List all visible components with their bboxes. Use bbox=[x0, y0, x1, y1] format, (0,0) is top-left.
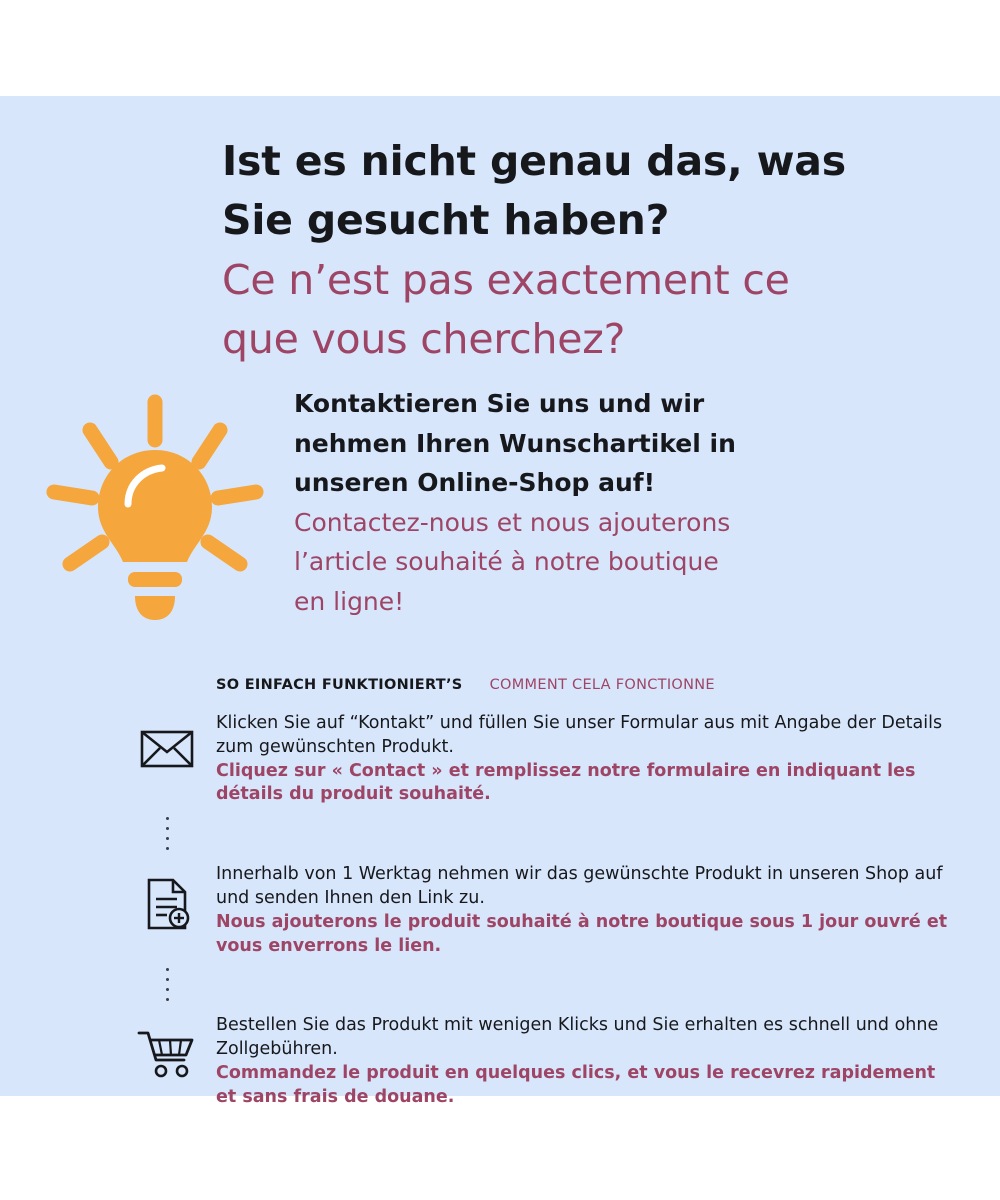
step-french-text: Commandez le produit en quelques clics, et vous le recevrez rapidement et sans frais de douane. bbox=[216, 1062, 936, 1107]
document-add-icon bbox=[118, 859, 216, 931]
step-german-text: Bestellen Sie das Produkt mit wenigen Klicks und Sie erhalten es schnell und ohne Zollgebühren. bbox=[216, 1015, 939, 1060]
subhead-french-line2: l’article souhaité à notre boutique bbox=[294, 547, 719, 576]
step-text bbox=[216, 859, 948, 958]
dotted-connector bbox=[118, 807, 216, 859]
howto-heading-german: SO EINFACH FUNKTIONIERT’S bbox=[216, 677, 463, 693]
headline-french-line1: Ce n’est pas exactement ce bbox=[222, 255, 790, 304]
step-german-text: Klicken Sie auf “Kontakt” und füllen Sie unser Formular aus mit Angabe der Details zum gewünschten Produkt. bbox=[216, 713, 943, 757]
subhead-german-line3: unseren Online-Shop auf! bbox=[294, 468, 656, 497]
shopping-cart-icon bbox=[118, 1010, 216, 1078]
step-text bbox=[216, 1010, 948, 1109]
dotted-connector bbox=[118, 958, 216, 1010]
step-german-text: Innerhalb von 1 Werktag nehmen wir das gewünschte Produkt in unseren Shop auf und senden Ihnen den Link zu. bbox=[216, 864, 943, 908]
step-text bbox=[216, 708, 948, 807]
step-french-text: Cliquez sur « Contact » et remplissez notre formulaire en indiquant les détails du produit souhaité. bbox=[216, 760, 916, 805]
subhead-block bbox=[294, 384, 934, 621]
subhead-french-line3: en ligne! bbox=[294, 586, 405, 616]
step-french-text: Nous ajouterons le produit souhaité à notre boutique sous 1 jour ouvré et vous enverrons le lien. bbox=[216, 911, 948, 956]
headline-german-line2: Sie gesucht haben? bbox=[222, 196, 670, 245]
step-divider-1 bbox=[118, 807, 948, 859]
list-item bbox=[118, 1010, 948, 1109]
promo-banner bbox=[0, 96, 1000, 1107]
list-item bbox=[118, 708, 948, 807]
subhead-german-line1: Kontaktieren Sie uns und wir bbox=[294, 389, 705, 418]
step-divider-2 bbox=[118, 958, 948, 1010]
subhead-french-line1: Contactez-nous et nous ajouterons bbox=[294, 507, 731, 537]
howto-heading bbox=[216, 674, 715, 693]
headline-block bbox=[222, 132, 952, 370]
headline-german-line1: Ist es nicht genau das, was bbox=[222, 137, 846, 185]
list-item bbox=[118, 859, 948, 958]
envelope-icon bbox=[118, 708, 216, 770]
lightbulb-icon bbox=[40, 392, 270, 642]
subhead-german-line2: nehmen Ihren Wunschartikel in bbox=[294, 428, 736, 458]
howto-heading-french: COMMENT CELA FONCTIONNE bbox=[489, 677, 715, 693]
steps-list bbox=[118, 708, 948, 1110]
headline-french-line2: que vous cherchez? bbox=[222, 315, 626, 364]
